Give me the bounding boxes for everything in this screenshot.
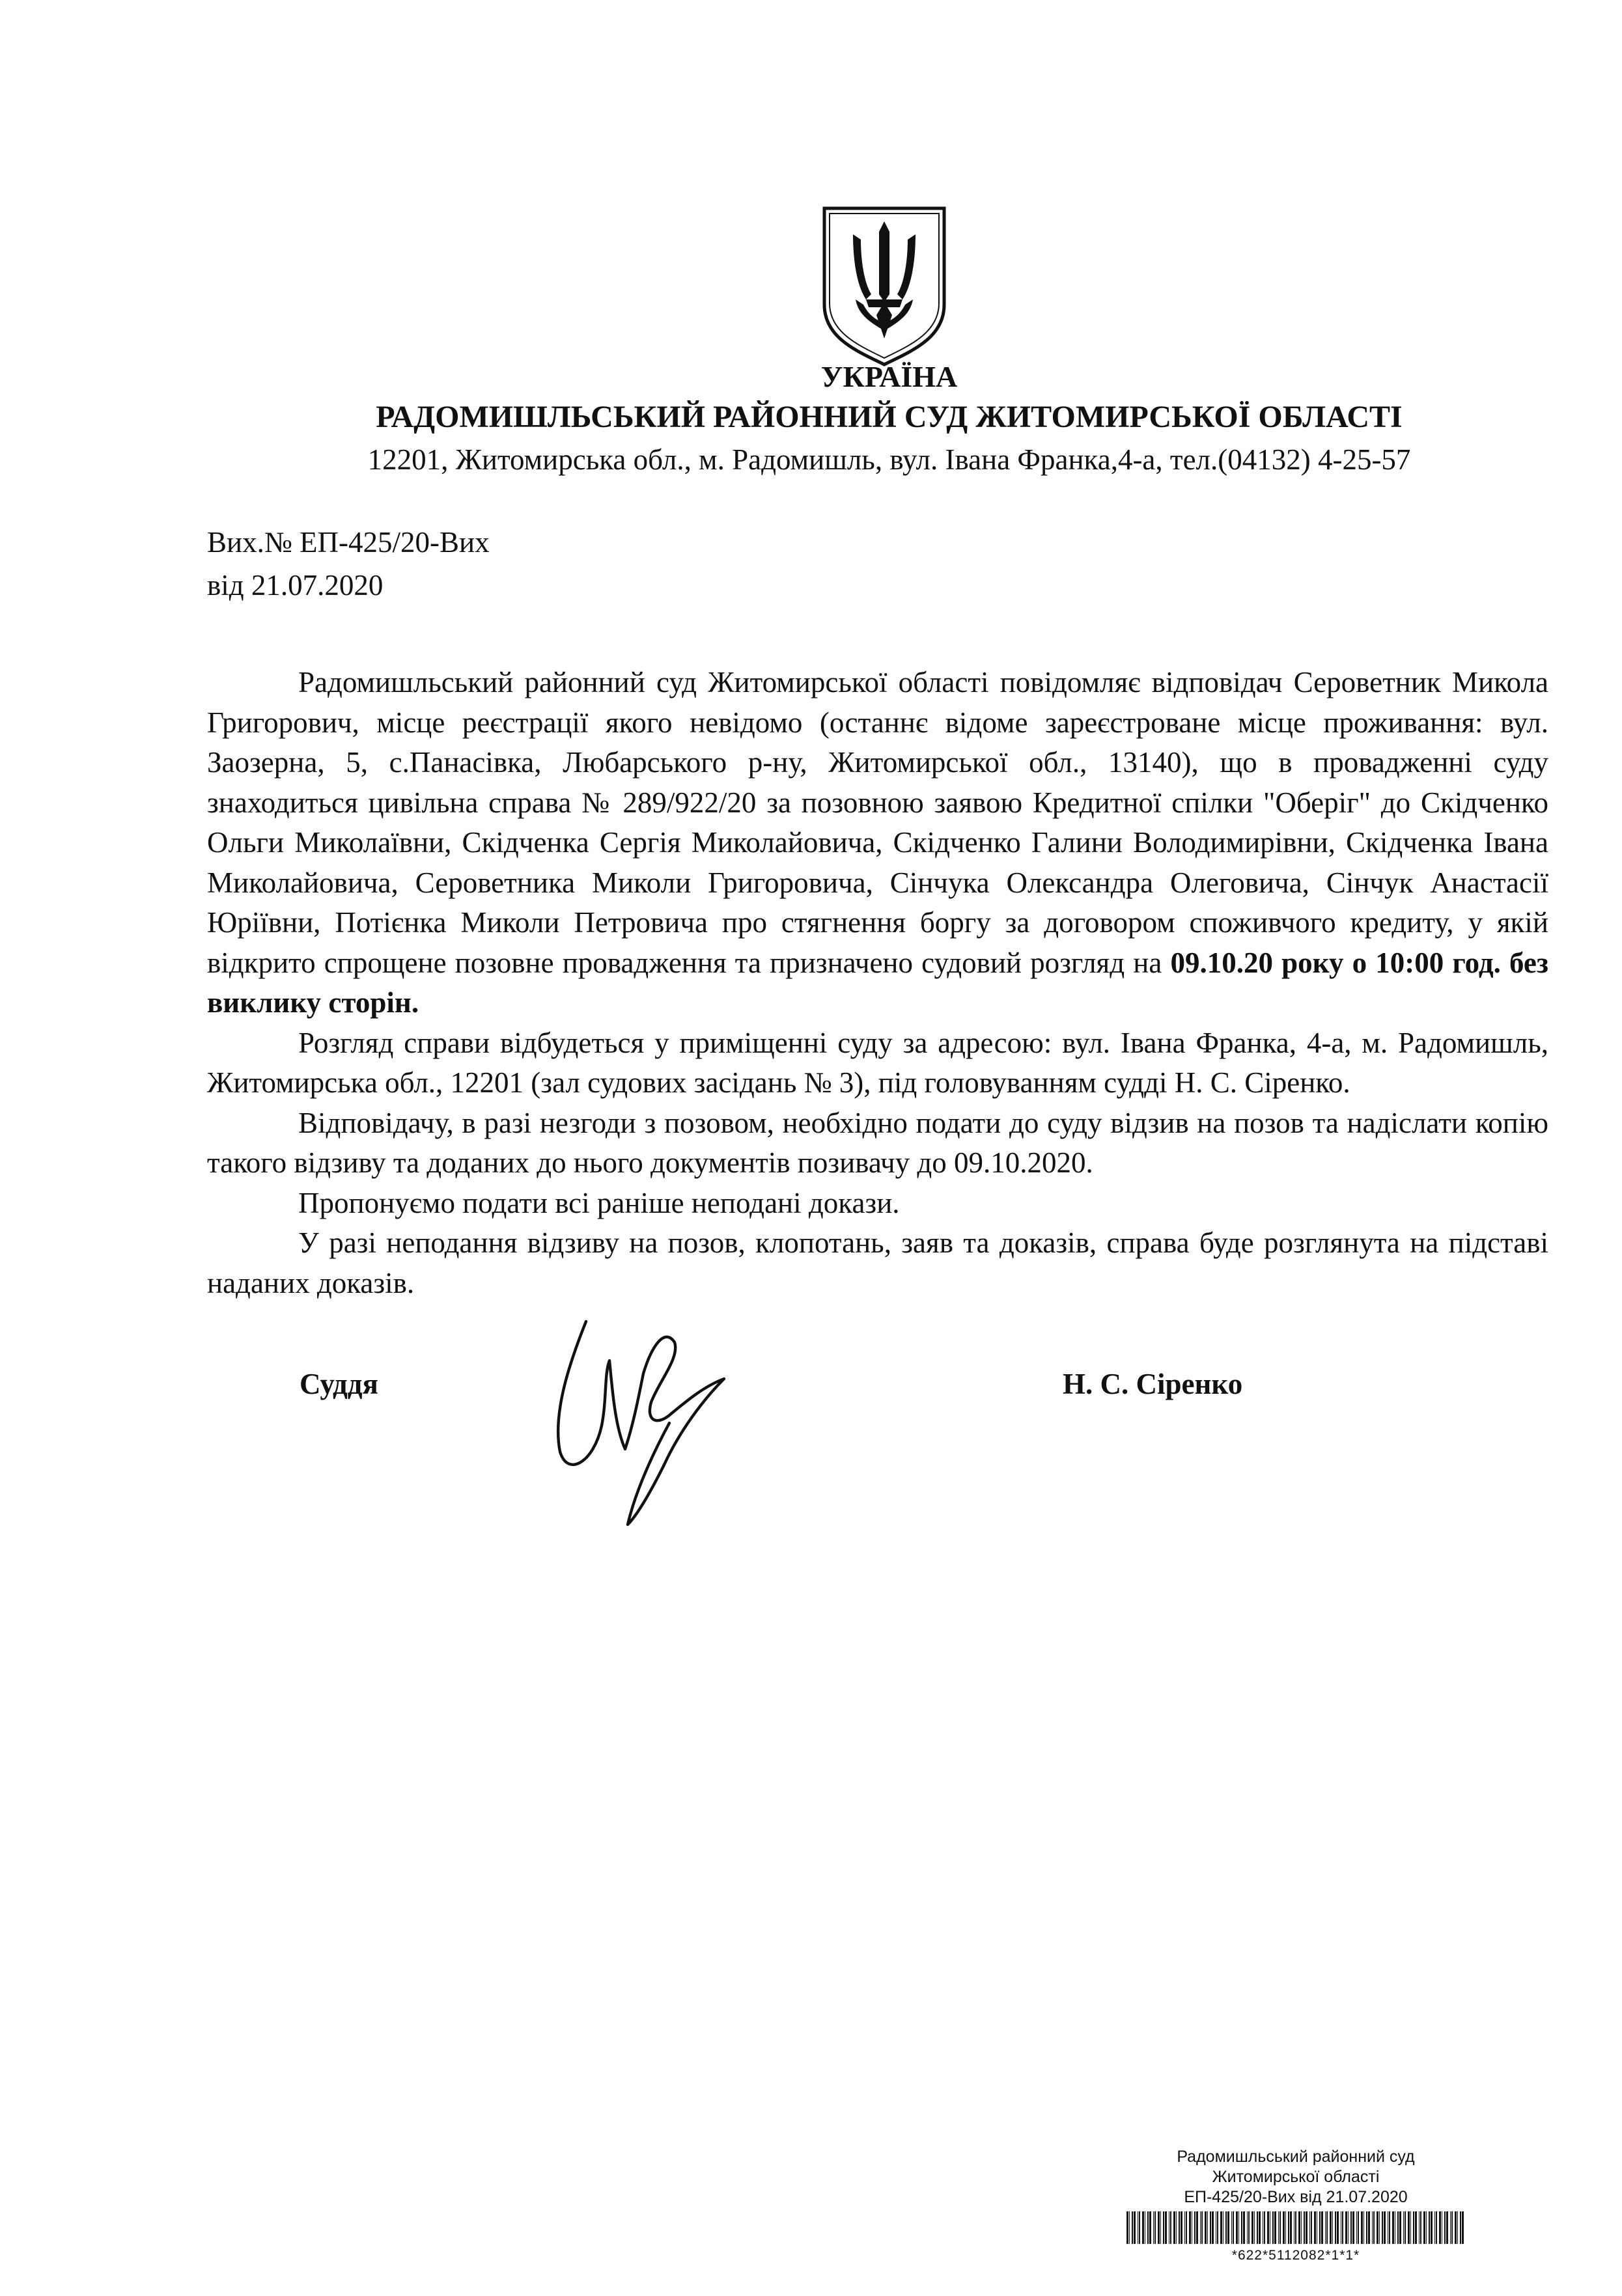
barcode-bar xyxy=(1298,2211,1300,2244)
barcode-bar xyxy=(1254,2211,1255,2244)
barcode-bar xyxy=(1403,2211,1404,2244)
barcode-bar xyxy=(1399,2211,1401,2244)
barcode-bar xyxy=(1134,2211,1136,2244)
barcode-bar xyxy=(1288,2211,1289,2244)
barcode-bar xyxy=(1431,2211,1433,2244)
barcode-bar xyxy=(1342,2211,1343,2244)
barcode-bar xyxy=(1335,2211,1336,2244)
barcode-bar xyxy=(1272,2211,1274,2244)
handwritten-signature xyxy=(534,1295,768,1530)
barcode-bar xyxy=(1330,2211,1332,2244)
barcode-bar xyxy=(1160,2211,1161,2244)
barcode-bar xyxy=(1210,2211,1211,2244)
barcode-bar xyxy=(1227,2211,1229,2244)
barcode-bar xyxy=(1325,2211,1326,2244)
barcode-bar xyxy=(1267,2211,1269,2244)
barcode-bar xyxy=(1358,2211,1359,2244)
barcode-bar xyxy=(1337,2211,1339,2244)
barcode-bar xyxy=(1247,2211,1248,2244)
barcode-bar xyxy=(1426,2211,1427,2244)
barcode-bar xyxy=(1290,2211,1292,2244)
paragraph-consequences: У разі неподання відзиву на позов, клопотань, заяв та доказів, справа буде розглянута на підставі наданих доказів. xyxy=(207,1226,1548,1299)
barcode-bar xyxy=(1314,2211,1316,2244)
paragraph-notice-text: Радомишльський районний суд Житомирської області повідомляє відповідач Сероветник Микола Григорович, місце реєстрації якого невідомо (останнє відоме зареєстроване місце проживання: вул. Заозерна, 5, с.Панасівка, Любарського р-ну, Житомирської обл., 13140), що в провадженні суду знаходиться цивільна справа № 289/922/20 за позовною заявою Кредитної спілки "Оберіг" до Скідченко Ольги Миколаївни, Скідченка Сергія Миколайовича, Скідченко Галини Володимирівни, Скідченка Івана Миколайовича, Сероветника Миколи Григоровича, Сінчука Олександра Олеговича, Сінчук Анастасії Юріївни, Потієнка Миколи Петровича про стягнення боргу за договором споживчого кредиту, у якій відкрито спрощене позовне провадження та призначено судовий розгляд на xyxy=(207,666,1548,979)
barcode-bar xyxy=(1460,2211,1461,2244)
hearing-date-bold: 09.10.20 року о 10:00 год. без виклику сторін. xyxy=(207,946,1548,1019)
barcode-bar xyxy=(1451,2211,1453,2244)
barcode-bar xyxy=(1181,2211,1182,2244)
outgoing-date: від 21.07.2020 xyxy=(207,569,384,602)
barcode-bar xyxy=(1434,2211,1435,2244)
barcode-bar xyxy=(1201,2211,1203,2244)
barcode-bar xyxy=(1243,2211,1245,2244)
barcode-bar xyxy=(1207,2211,1208,2244)
barcode-bar xyxy=(1348,2211,1349,2244)
barcode-bar xyxy=(1301,2211,1302,2244)
barcode-bar xyxy=(1446,2211,1448,2244)
barcode-bar xyxy=(1306,2211,1307,2244)
barcode-bar xyxy=(1366,2211,1367,2244)
barcode-bar xyxy=(1238,2211,1239,2244)
barcode-bar xyxy=(1429,2211,1430,2244)
barcode-bar xyxy=(1149,2211,1151,2244)
barcode-bar xyxy=(1397,2211,1399,2244)
barcode-bar xyxy=(1457,2211,1458,2244)
barcode-bar xyxy=(1217,2211,1218,2244)
barcode-bar xyxy=(1278,2211,1279,2244)
barcode-bar xyxy=(1236,2211,1238,2244)
barcode-bar xyxy=(1194,2211,1196,2244)
paragraph-hearing-location: Розгляд справи відбудеться у приміщенні суду за адресою: вул. Івана Франка, 4-а, м. Радомишль, Житомирська обл., 12201 (зал судових засідань № 3), під головуванням судді Н. С. Сіренко. xyxy=(207,1026,1548,1099)
judge-role-label: Суддя xyxy=(300,1368,378,1400)
barcode-bar xyxy=(1158,2211,1160,2244)
barcode-bar xyxy=(1352,2211,1354,2244)
barcode-bar xyxy=(1283,2211,1285,2244)
barcode-bar xyxy=(1295,2211,1296,2244)
barcode-bar xyxy=(1382,2211,1383,2244)
barcode-bar xyxy=(1372,2211,1373,2244)
barcode-bar xyxy=(1251,2211,1253,2244)
barcode-bar xyxy=(1154,2211,1156,2244)
barcode-bar xyxy=(1392,2211,1394,2244)
outgoing-number: Вих.№ ЕП-425/20-Вих xyxy=(207,526,490,559)
barcode-bar xyxy=(1405,2211,1406,2244)
barcode-bar xyxy=(1462,2211,1464,2244)
barcode-bar xyxy=(1379,2211,1380,2244)
barcode-bar xyxy=(1142,2211,1144,2244)
barcode-bar xyxy=(1129,2211,1130,2244)
barcode-bar xyxy=(1345,2211,1347,2244)
barcode-bar xyxy=(1420,2211,1421,2244)
letter-body xyxy=(207,663,1548,1303)
barcode-bar xyxy=(1384,2211,1386,2244)
barcode-bar xyxy=(1285,2211,1286,2244)
court-address: 12201, Житомирська обл., м. Радомишль, вул. Івана Франка,4-а, тел.(04132) 4-25-57 xyxy=(367,443,1411,476)
registration-stamp xyxy=(1081,2147,1511,2265)
barcode-bar xyxy=(1139,2211,1140,2244)
barcode-bar xyxy=(1408,2211,1410,2244)
barcode-bar xyxy=(1257,2211,1258,2244)
barcode-bar xyxy=(1205,2211,1207,2244)
barcode-bar xyxy=(1233,2211,1234,2244)
barcode-bar xyxy=(1332,2211,1333,2244)
barcode-bar xyxy=(1439,2211,1441,2244)
stamp-line-reference: ЕП-425/20-Вих від 21.07.2020 xyxy=(1184,2188,1408,2206)
barcode-text: *622*5112082*1*1* xyxy=(1231,2248,1360,2263)
barcode-bar xyxy=(1361,2211,1363,2244)
paragraph-notice xyxy=(207,663,1548,1023)
barcode-bar xyxy=(1350,2211,1352,2244)
barcode-bar xyxy=(1363,2211,1364,2244)
barcode-bar xyxy=(1184,2211,1185,2244)
barcode-bar xyxy=(1444,2211,1446,2244)
barcode-bar xyxy=(1413,2211,1414,2244)
barcode-bar xyxy=(1436,2211,1437,2244)
barcode-bar xyxy=(1326,2211,1328,2244)
paragraph-evidence: Пропонуємо подати всі раніше неподані докази. xyxy=(298,1186,900,1219)
barcode xyxy=(1126,2211,1465,2244)
barcode-bar xyxy=(1173,2211,1175,2244)
barcode-bar xyxy=(1186,2211,1187,2244)
stamp-line-region: Житомирської області xyxy=(1212,2168,1380,2186)
barcode-bar xyxy=(1147,2211,1149,2244)
barcode-bar xyxy=(1132,2211,1133,2244)
barcode-bar xyxy=(1279,2211,1281,2244)
barcode-bar xyxy=(1264,2211,1265,2244)
barcode-bar xyxy=(1368,2211,1370,2244)
barcode-bar xyxy=(1153,2211,1154,2244)
barcode-bar xyxy=(1231,2211,1232,2244)
barcode-bar xyxy=(1165,2211,1167,2244)
barcode-bar xyxy=(1423,2211,1425,2244)
barcode-bar xyxy=(1196,2211,1198,2244)
country-title: УКРАЇНА xyxy=(820,360,958,393)
stamp-line-court: Радомишльський районний суд xyxy=(1177,2148,1415,2166)
barcode-bar xyxy=(1212,2211,1214,2244)
barcode-bar xyxy=(1241,2211,1242,2244)
barcode-bar xyxy=(1200,2211,1201,2244)
coat-of-arms-emblem xyxy=(819,203,949,367)
barcode-bar xyxy=(1356,2211,1357,2244)
barcode-bar xyxy=(1248,2211,1250,2244)
outgoing-reference xyxy=(207,521,490,607)
barcode-bar xyxy=(1309,2211,1310,2244)
barcode-bar xyxy=(1220,2211,1222,2244)
barcode-bar xyxy=(1321,2211,1323,2244)
barcode-bar xyxy=(1179,2211,1180,2244)
paragraph-response-deadline: Відповідачу, в разі незгоди з позовом, необхідно подати до суду відзив на позов та надіслати копію такого відзиву та доданих до нього документів позивачу до 09.10.2020. xyxy=(207,1106,1548,1179)
barcode-bar xyxy=(1170,2211,1171,2244)
barcode-bar xyxy=(1377,2211,1378,2244)
barcode-bar xyxy=(1259,2211,1261,2244)
barcode-bar xyxy=(1450,2211,1451,2244)
barcode-bar xyxy=(1126,2211,1128,2244)
barcode-bar xyxy=(1176,2211,1177,2244)
court-title: РАДОМИШЛЬСЬКИЙ РАЙОННИЙ СУД ЖИТОМИРСЬКОЇ ОБЛАСТІ xyxy=(376,400,1403,434)
barcode-bar xyxy=(1225,2211,1227,2244)
barcode-bar xyxy=(1311,2211,1312,2244)
barcode-bar xyxy=(1274,2211,1276,2244)
barcode-bar xyxy=(1389,2211,1390,2244)
barcode-bar xyxy=(1410,2211,1411,2244)
barcode-bar xyxy=(1415,2211,1417,2244)
barcode-bar xyxy=(1455,2211,1457,2244)
judge-name: Н. С. Сіренко xyxy=(1063,1368,1243,1400)
barcode-bar xyxy=(1163,2211,1164,2244)
barcode-bar xyxy=(1189,2211,1191,2244)
barcode-bar xyxy=(1319,2211,1321,2244)
barcode-bar xyxy=(1373,2211,1375,2244)
barcode-bar xyxy=(1304,2211,1305,2244)
